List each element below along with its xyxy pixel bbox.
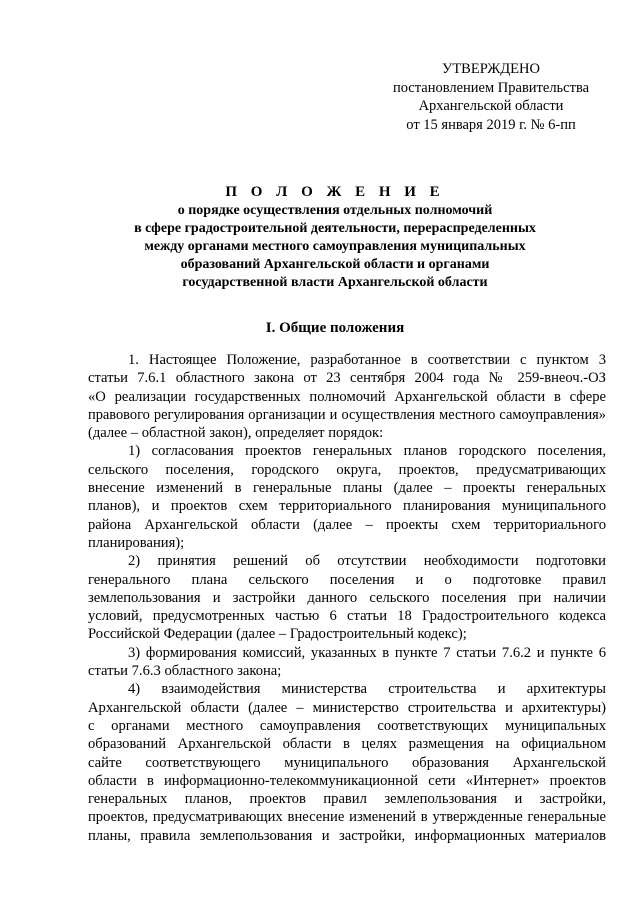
title-line: о порядке осуществления отдельных полномочий — [177, 203, 493, 218]
text-line: правового регулирования организации и осуществления местного самоуправления» — [88, 406, 606, 423]
text-line: статьи 7.6.1 областного закона от 23 сентября 2004 года № 259-внеоч.-ОЗ — [88, 370, 606, 387]
text-line: Российской Федерации (далее – Градостроительный кодекс); — [88, 626, 467, 643]
text-line: «О реализации государственных полномочий Архангельской области в сфере — [88, 388, 606, 405]
text-line: планов), и проектов схем территориального планирования муниципального — [88, 498, 606, 515]
text-line: с органами местного самоуправления соответствующих муниципальных — [88, 717, 606, 734]
section-heading: I. Общие положения — [265, 320, 405, 336]
text-line: генеральных планов, проектов правил землепользования и застройки, — [88, 791, 606, 808]
text-line: сельского поселения, городского округа, проектов, предусматривающих — [88, 461, 606, 478]
text-line: внесение изменений в генеральные планы (далее – проекты генеральных — [88, 480, 606, 497]
title-line: образований Архангельской области и органами — [180, 257, 490, 272]
title-caption: П О Л О Ж Е Н И Е — [225, 184, 445, 200]
approval-region: Архангельской области — [418, 98, 564, 114]
title-line: между органами местного самоуправления муниципальных — [144, 239, 526, 254]
text-line: Архангельской области (далее – министерство строительства и архитектуры) — [88, 699, 606, 716]
approval-title: УТВЕРЖДЕНО — [442, 61, 540, 77]
text-line: 1) согласования проектов генеральных планов городского поселения, — [128, 443, 606, 460]
text-line: проектов, предусматривающих внесение изменений в утвержденные генеральные — [88, 809, 606, 826]
text-line: статьи 7.6.3 областного закона; — [88, 663, 282, 680]
text-line: области в информационно-телекоммуникационной сети «Интернет» проектов — [88, 772, 606, 789]
text-line: (далее – областной закон), определяет порядок: — [88, 425, 384, 442]
list-item-3 — [88, 644, 606, 681]
document-title — [60, 182, 610, 292]
text-line: условий, предусмотренных частью 6 статьи 18 Градостроительного кодекса — [88, 608, 606, 625]
approval-authority: постановлением Правительства — [392, 79, 590, 96]
text-line: 3) формирования комиссий, указанных в пункте 7 статьи 7.6.2 и пункте 6 — [128, 644, 606, 661]
text-line: 2) принятия решений об отсутствии необходимости подготовки — [128, 553, 606, 570]
approval-stamp — [360, 60, 622, 134]
title-line: в сфере градостроительной деятельности, перераспределенных — [134, 221, 536, 236]
text-line: генерального плана сельского поселения и о подготовке правил — [88, 571, 606, 588]
list-item-4 — [88, 680, 606, 845]
text-line: планирования); — [88, 534, 185, 551]
text-line: сайте соответствующего муниципального образования Архангельской — [88, 754, 606, 771]
list-item-1 — [88, 442, 606, 552]
text-line: образований Архангельской области в целях размещения на официальном — [88, 736, 606, 753]
title-line: государственной власти Архангельской области — [182, 275, 488, 290]
document-body — [88, 351, 606, 845]
text-line: 1. Настоящее Положение, разработанное в соответствии с пунктом 3 — [128, 352, 606, 368]
text-line: землепользования и застройки данного сельского поселения при наличии — [88, 589, 606, 606]
approval-date: от 15 января 2019 г. № 6-пп — [406, 116, 576, 133]
text-line: 4) взаимодействия министерства строительства и архитектуры — [128, 681, 606, 698]
text-line: планы, правила землепользования и застройки, информационных материалов — [88, 827, 606, 844]
list-item-2 — [88, 552, 606, 643]
text-line: района Архангельской области (далее – проекты схем территориального — [88, 516, 606, 533]
paragraph-1 — [88, 351, 606, 442]
